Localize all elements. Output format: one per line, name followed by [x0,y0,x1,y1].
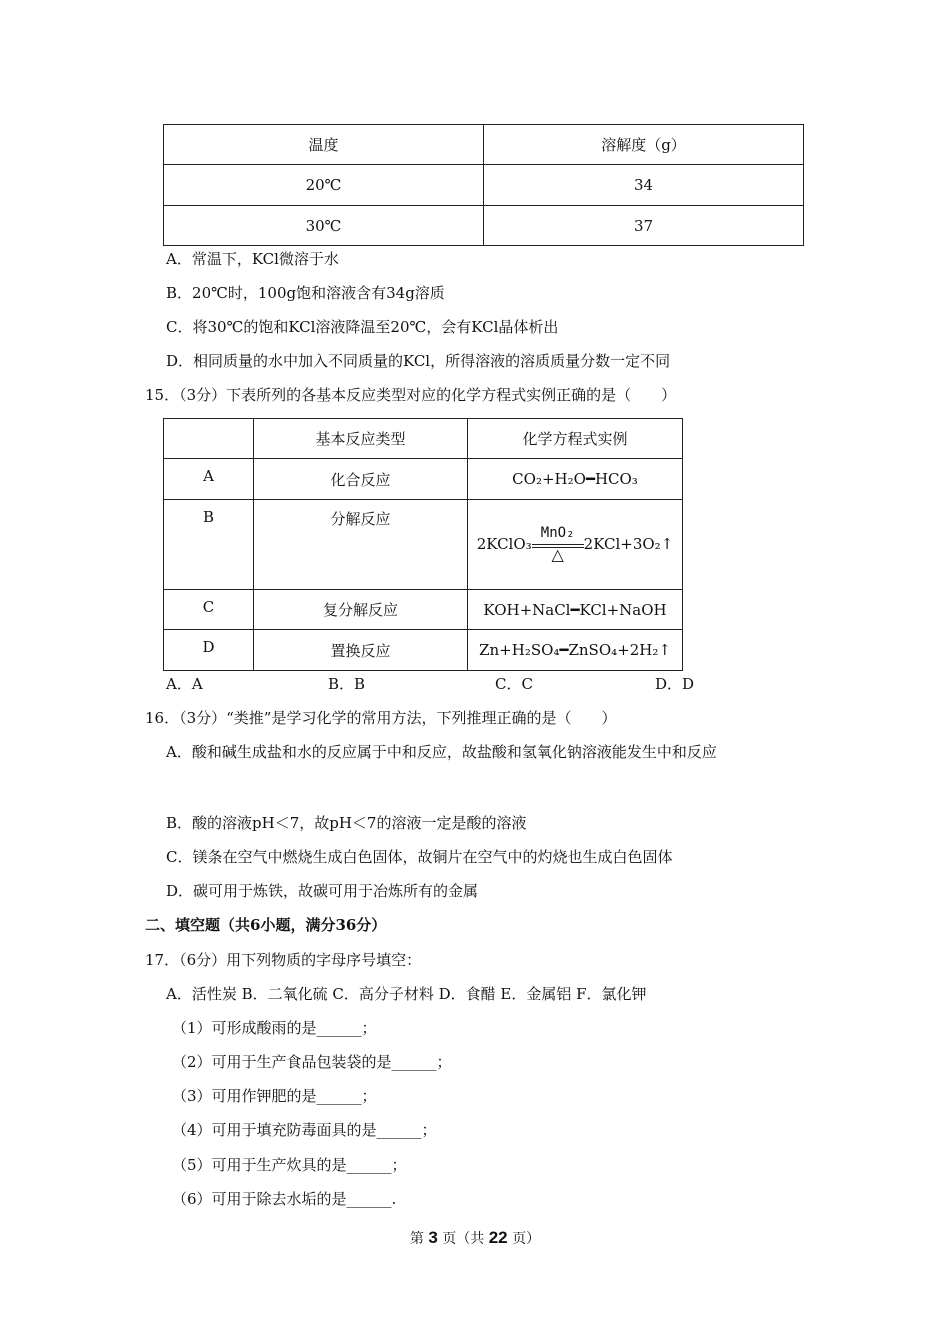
footer-prefix: 第 [409,1231,429,1247]
equation-left: 2KClO₃ [476,534,532,553]
table-row-equation [468,500,683,590]
page-footer [0,1228,950,1248]
page-number: 3 [428,1228,438,1247]
q17-choices: A．活性炭 B．二氧化硫 C．高分子材料 D．食醋 E．金属铝 F．氯化钾 [166,985,647,1003]
total-pages: 22 [488,1228,508,1247]
q15-option-c: C．C [495,675,533,693]
q14-option-c: C．将30℃的饱和KCl溶液降温至20℃，会有KCl晶体析出 [166,318,559,336]
q17-item: （1）可形成酸雨的是______； [172,1019,377,1037]
q15-option-d: D．D [655,675,695,693]
solubility-table [163,124,804,246]
table-cell: 30℃ [164,206,484,246]
heat-condition-icon: △ [551,544,564,564]
table-row-type: 复分解反应 [254,590,468,630]
table-header-blank [164,419,254,459]
q15-option-a: A．A [166,675,203,693]
q14-option-a: A．常温下，KCl微溶于水 [166,250,339,268]
footer-suffix: 页） [507,1231,541,1247]
table-row-type: 化合反应 [254,459,468,500]
table-cell: 34 [484,165,804,206]
table-row-equation: CO₂+H₂O━HCO₃ [468,459,683,500]
table-header-solubility: 溶解度（g） [484,125,804,165]
table-header-temperature: 温度 [164,125,484,165]
table-row-equation: KOH+NaCl━KCl+NaOH [468,590,683,630]
q17-item: （2）可用于生产食品包装袋的是______； [172,1053,452,1071]
table-row-type: 置换反应 [254,630,468,671]
q17-item: （4）可用于填充防毒面具的是______； [172,1121,437,1139]
table-row-label: B [164,500,254,590]
q16-option-c: C．镁条在空气中燃烧生成白色固体，故铜片在空气中的灼烧也生成白色固体 [166,848,673,866]
table-row-label: A [164,459,254,500]
q16-stem: 16．（3分）“类推”是学习化学的常用方法，下列推理正确的是（ ） [145,709,617,727]
q17-item: （3）可用作钾肥的是______； [172,1087,377,1105]
q15-option-b: B．B [328,675,366,693]
equation-right: 2KCl+3O₂↑ [583,534,674,553]
table-row-equation: Zn+H₂SO₄━ZnSO₄+2H₂↑ [468,630,683,671]
q14-option-b: B．20℃时，100g饱和溶液含有34g溶质 [166,284,445,302]
q17-item: （5）可用于生产炊具的是______； [172,1156,407,1174]
q16-option-d: D．碳可用于炼铁，故碳可用于冶炼所有的金属 [166,882,479,900]
equals-sign-icon [532,525,584,565]
q17-stem: 17．（6分）用下列物质的字母序号填空： [145,951,422,969]
q14-option-d: D．相同质量的水中加入不同质量的KCl，所得溶液的溶质质量分数一定不同 [166,352,671,370]
table-header-equation: 化学方程式实例 [468,419,683,459]
q16-option-b: B．酸的溶液pH＜7，故pH＜7的溶液一定是酸的溶液 [166,814,527,832]
table-row-type: 分解反应 [254,500,468,590]
reaction-table [163,418,683,671]
table-row-label: C [164,590,254,630]
section-title: 二、填空题（共6小题，满分36分） [145,916,387,934]
catalyst-label: MnO₂ [540,524,575,541]
q17-item: （6）可用于除去水垢的是______. [172,1190,397,1208]
footer-middle: 页（共 [437,1231,489,1247]
table-header-reaction-type: 基本反应类型 [254,419,468,459]
table-row-label: D [164,630,254,671]
q16-option-a: A．酸和碱生成盐和水的反应属于中和反应，故盐酸和氢氧化钠溶液能发生中和反应 [166,743,717,761]
q15-stem: 15．（3分）下表所列的各基本反应类型对应的化学方程式实例正确的是（ ） [145,386,677,404]
table-cell: 37 [484,206,804,246]
table-cell: 20℃ [164,165,484,206]
